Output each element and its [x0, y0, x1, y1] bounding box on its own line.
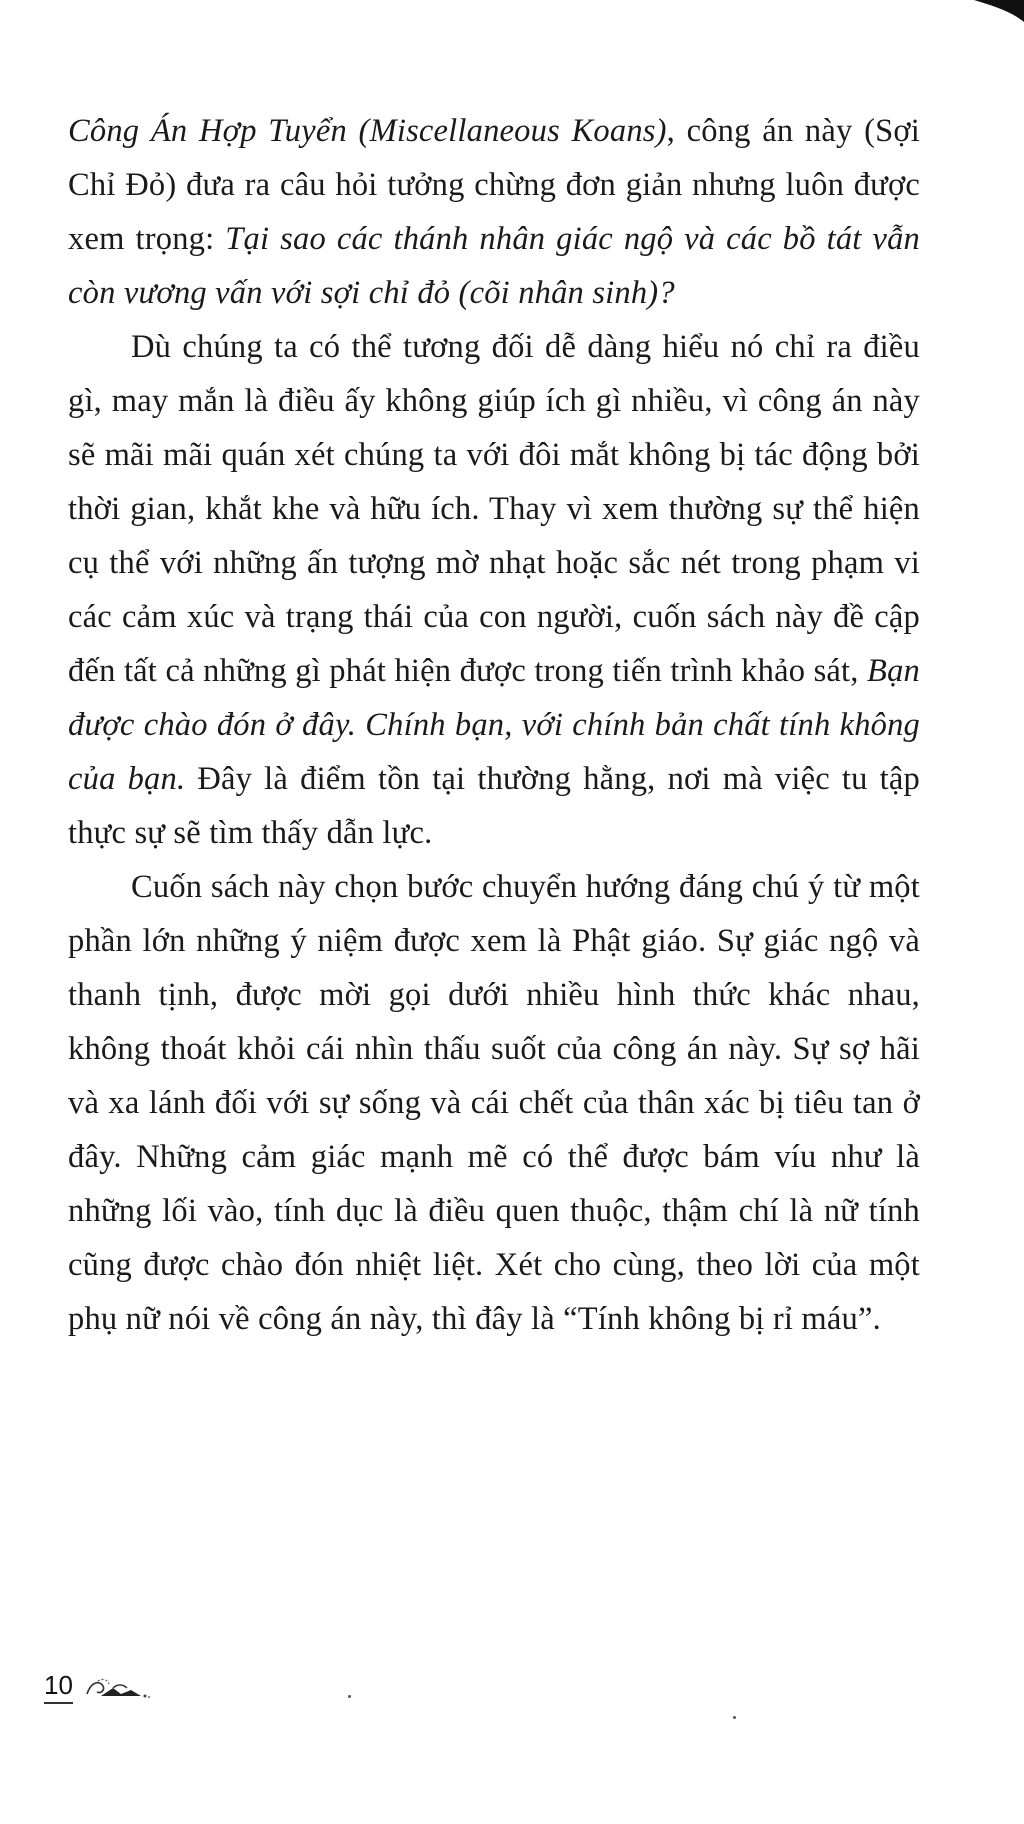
- paragraph-3: [68, 860, 920, 1346]
- text-run: , công án này (Sợi Chỉ Đỏ) đưa ra câu hỏi tưởng chừng đơn giản nhưng luôn được xem trọng:: [68, 113, 920, 257]
- print-speck: [348, 1695, 351, 1698]
- text-run: Đây là điểm tồn tại thường hằng, nơi mà việc tu tập thực sự sẽ tìm thấy dẫn lực.: [68, 761, 920, 851]
- page-footer: [44, 1664, 153, 1704]
- flourish-ornament-icon: [83, 1674, 153, 1702]
- text-run: Bạn được chào đón ở đây. Chính bạn, với chính bản chất tính không của bạn.: [68, 653, 920, 797]
- paragraph-1: [68, 104, 920, 320]
- paragraph-2: [68, 320, 920, 860]
- page-number: 10: [44, 1670, 73, 1704]
- page-corner-shadow-icon: [964, 0, 1024, 26]
- text-run: Tại sao các thánh nhân giác ngộ và các bồ tát vẫn còn vương vấn với sợi chỉ đỏ (cõi nhân sinh)?: [68, 221, 920, 311]
- text-run: Dù chúng ta có thể tương đối dễ dàng hiểu nó chỉ ra điều gì, may mắn là điều ấy không giúp ích gì nhiều, vì công án này sẽ mãi mãi quán xét chúng ta với đôi mắt không bị tác động bởi thời gian, khắt khe và hữu ích. Thay vì xem thường sự thể hiện cụ thể với những ấn tượng mờ nhạt hoặc sắc nét trong phạm vi các cảm xúc và trạng thái của con người, cuốn sách này đề cập đến tất cả những gì phát hiện được trong tiến trình khảo sát,: [68, 329, 920, 689]
- print-speck: [733, 1716, 736, 1719]
- text-run: Cuốn sách này chọn bước chuyển hướng đáng chú ý từ một phần lớn những ý niệm được xem là Phật giáo. Sự giác ngộ và thanh tịnh, được mời gọi dưới nhiều hình thức khác nhau, không thoát khỏi cái nhìn thấu suốt của công án này. Sự sợ hãi và xa lánh đối với sự sống và cái chết của thân xác bị tiêu tan ở đây. Những cảm giác mạnh mẽ có thể được bám víu như là những lối vào, tính dục là điều quen thuộc, thậm chí là nữ tính cũng được chào đón nhiệt liệt. Xét cho cùng, theo lời của một phụ nữ nói về công án này, thì đây là “Tính không bị rỉ máu”.: [68, 869, 920, 1337]
- text-run: Công Án Hợp Tuyển (Miscellaneous Koans): [68, 113, 667, 149]
- body-text: [68, 104, 920, 1346]
